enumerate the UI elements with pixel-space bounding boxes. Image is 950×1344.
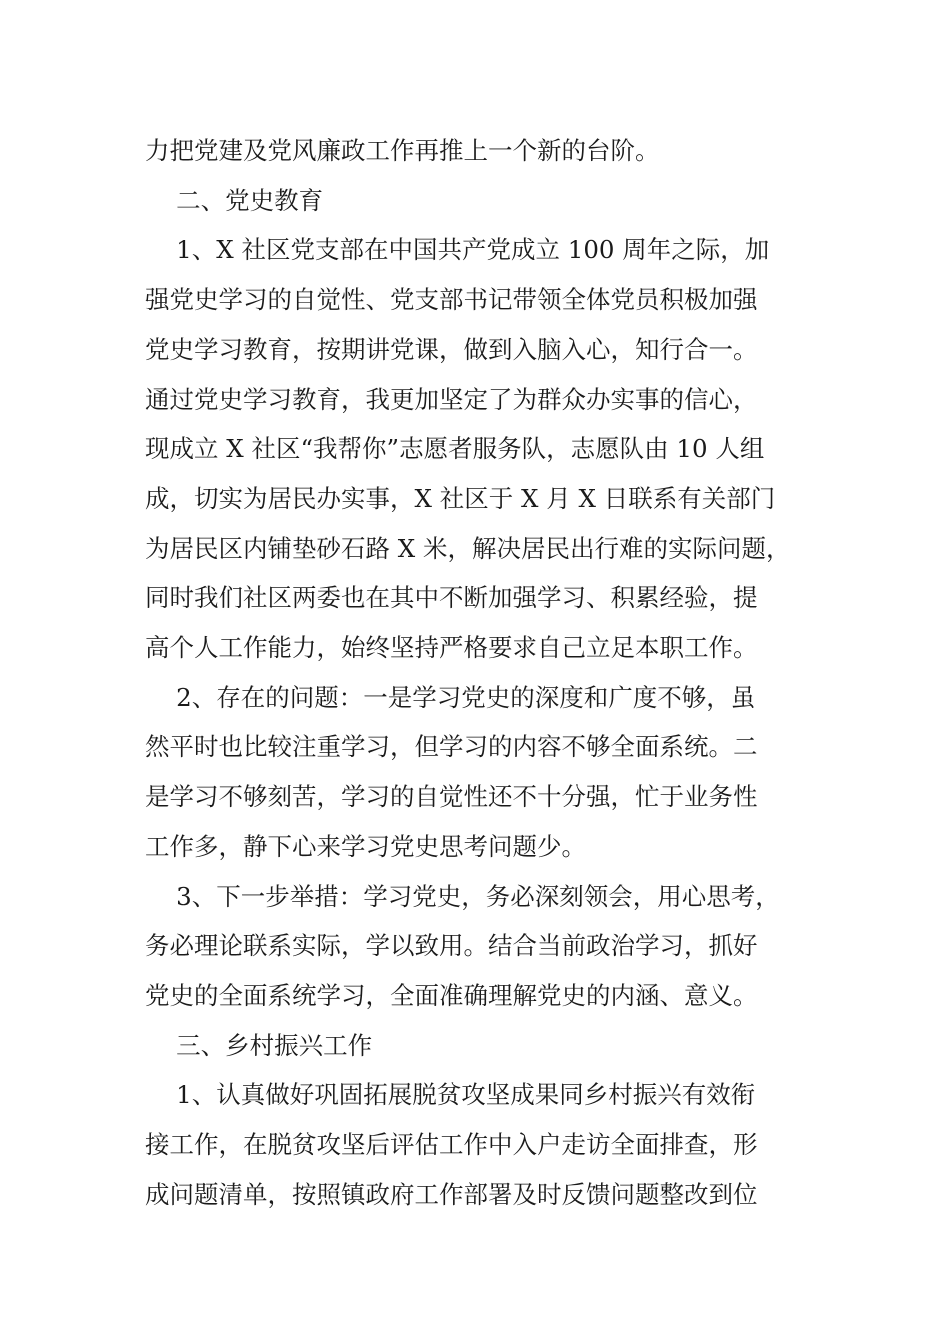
text-line: 工作多，静下心来学习党史思考问题少。: [145, 831, 586, 861]
text-line: 务必理论联系实际，学以致用。结合当前政治学习，抓好: [145, 931, 758, 961]
section-heading: 三、乡村振兴工作: [145, 1030, 373, 1060]
text-line: 3、下一步举措：学习党史，务必深刻领会，用心思考，: [145, 881, 780, 911]
section-heading: 二、党史教育: [145, 185, 324, 215]
text-line: 同时我们社区两委也在其中不断加强学习、积累经验，提: [145, 583, 758, 613]
text-line: 高个人工作能力，始终坚持严格要求自己立足本职工作。: [145, 633, 758, 663]
text-line: 党史的全面系统学习，全面准确理解党史的内涵、意义。: [145, 980, 758, 1010]
text-line: 成问题清单，按照镇政府工作部署及时反馈问题整改到位: [145, 1179, 758, 1209]
text-line: 2、存在的问题：一是学习党史的深度和广度不够，虽: [145, 682, 756, 712]
text-line: 力把党建及党风廉政工作再推上一个新的台阶。: [145, 136, 660, 165]
document-body: [145, 126, 825, 1219]
text-line: 党史学习教育，按期讲党课，做到入脑入心，知行合一。: [145, 334, 758, 364]
text-line: 成，切实为居民办实事，X 社区于 X 月 X 日联系有关部门: [145, 483, 776, 513]
text-line: 接工作，在脱贫攻坚后评估工作中入户走访全面排查，形: [145, 1130, 758, 1160]
text-line: 1、X 社区党支部在中国共产党成立 100 周年之际，加: [145, 235, 770, 265]
text-line: 强党史学习的自觉性、党支部书记带领全体党员积极加强: [145, 285, 758, 315]
text-line: 现成立 X 社区“我帮你”志愿者服务队，志愿队由 10 人组: [145, 434, 765, 464]
text-line: 通过党史学习教育，我更加坚定了为群众办实事的信心，: [145, 384, 758, 414]
text-line: 为居民区内铺垫砂石路 X 米，解决居民出行难的实际问题，: [145, 533, 791, 563]
text-line: 是学习不够刻苦，学习的自觉性还不十分强，忙于业务性: [145, 782, 758, 812]
text-line: 然平时也比较注重学习，但学习的内容不够全面系统。二: [145, 732, 758, 762]
text-line: 1、认真做好巩固拓展脱贫攻坚成果同乡村振兴有效衔: [145, 1080, 756, 1110]
